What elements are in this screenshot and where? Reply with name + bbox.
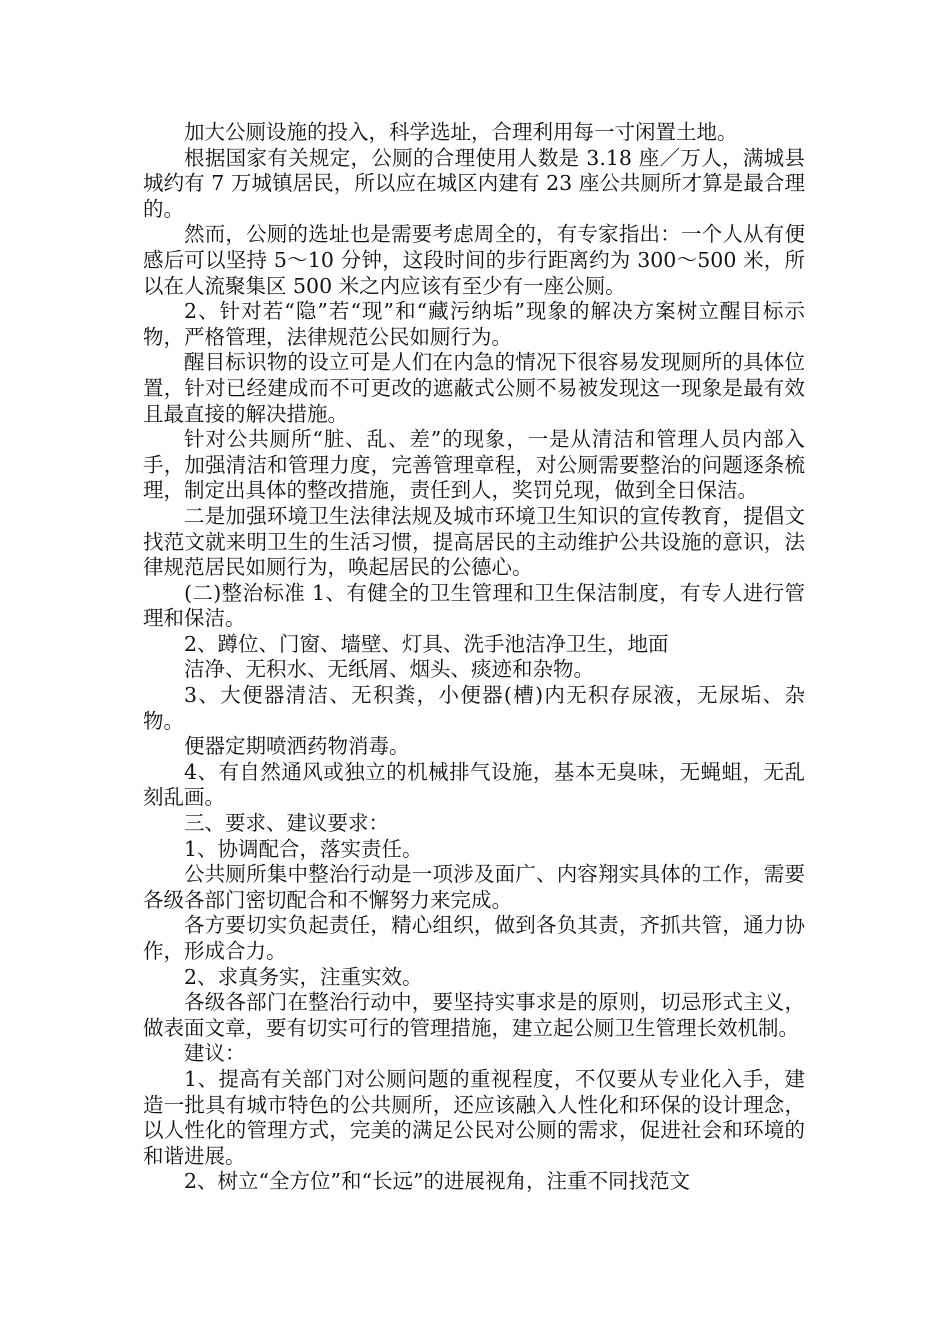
paragraph: 洁净、无积水、无纸屑、烟头、痰迹和杂物。 bbox=[184, 657, 594, 682]
paragraph: 各方要切实负起责任，精心组织，做到各负其责，齐抓共管，通力协作，形成合力。 bbox=[143, 913, 805, 963]
paragraph: 4、有自然通风或独立的机械排气设施，基本无臭味，无蝇蛆，无乱刻乱画。 bbox=[143, 759, 805, 810]
paragraph: 醒目标识物的设立可是人们在内急的情况下很容易发现厕所的具体位置，针对已经建成而不可更改的遮蔽式公厕不易被发现这一现象是最有效且最直接的解决措施。 bbox=[143, 350, 805, 426]
section-heading: 三、要求、建议要求： bbox=[184, 811, 389, 836]
paragraph: (二)整治标准 1、有健全的卫生管理和卫生保洁制度，有专人进行管理和保洁。 bbox=[143, 580, 805, 631]
paragraph: 3、大便器清洁、无积粪，小便器(槽)内无积存尿液，无尿垢、杂物。 bbox=[143, 683, 805, 733]
paragraph: 加大公厕设施的投入，科学选址，合理利用每一寸闲置土地。 bbox=[184, 120, 738, 144]
paragraph: 1、协调配合，落实责任。 bbox=[184, 836, 423, 861]
paragraph: 便器定期喷洒药物消毒。 bbox=[184, 734, 410, 759]
paragraph: 二是加强环境卫生法律法规及城市环境卫生知识的宣传教育，提倡文找范文就来明卫生的生活习惯，提高居民的主动维护公共设施的意识，法律规范居民如厕行为，唤起居民的公德心。 bbox=[143, 503, 805, 580]
paragraph: 根据国家有关规定，公厕的合理使用人数是 3.18 座／万人，满城县城约有 7 万城镇居民，所以应在城区内建有 23 座公共厕所才算是最合理的。 bbox=[143, 145, 805, 221]
paragraph: 2、求真务实，注重实效。 bbox=[184, 964, 423, 989]
paragraph: 公共厕所集中整治行动是一项涉及面广、内容翔实具体的工作，需要各级各部门密切配合和不懈努力来完成。 bbox=[143, 862, 805, 912]
paragraph: 2、树立“全方位”和“长远”的进展视角，注重不同找范文 bbox=[184, 1169, 690, 1194]
paragraph: 2、针对若“隐”若“现”和“藏污纳垢”现象的解决方案树立醒目标示物，严格管理，法律规范公民如厕行为。 bbox=[143, 299, 805, 349]
paragraph: 2、蹲位、门窗、墙壁、灯具、洗手池洁净卫生，地面 bbox=[184, 631, 669, 656]
paragraph: 各级各部门在整治行动中，要坚持实事求是的原则，切忌形式主义，做表面文章，要有切实可行的管理措施，建立起公厕卫生管理长效机制。 bbox=[143, 990, 805, 1040]
document-body bbox=[143, 120, 805, 1195]
paragraph: 然而，公厕的选址也是需要考虑周全的，有专家指出：一个人从有便感后可以坚持 5～10 分钟，这段时间的步行距离约为 300～500 米，所以在人流聚集区 500 米之内应该有至少有一座公厕。 bbox=[143, 222, 805, 298]
section-heading: 建议： bbox=[184, 1041, 246, 1066]
paragraph: 1、提高有关部门对公厕问题的重视程度，不仅要从专业化入手，建造一批具有城市特色的公共厕所，还应该融入人性化和环保的设计理念，以人性化的管理方式，完美的满足公民对公厕的需求，促进社会和环境的和谐进展。 bbox=[143, 1066, 805, 1168]
paragraph: 针对公共厕所“脏、乱、差”的现象，一是从清洁和管理人员内部入手，加强清洁和管理力度，完善管理章程，对公厕需要整治的问题逐条梳理，制定出具体的整改措施，责任到人，奖罚兑现，做到全日保洁。 bbox=[143, 427, 805, 503]
